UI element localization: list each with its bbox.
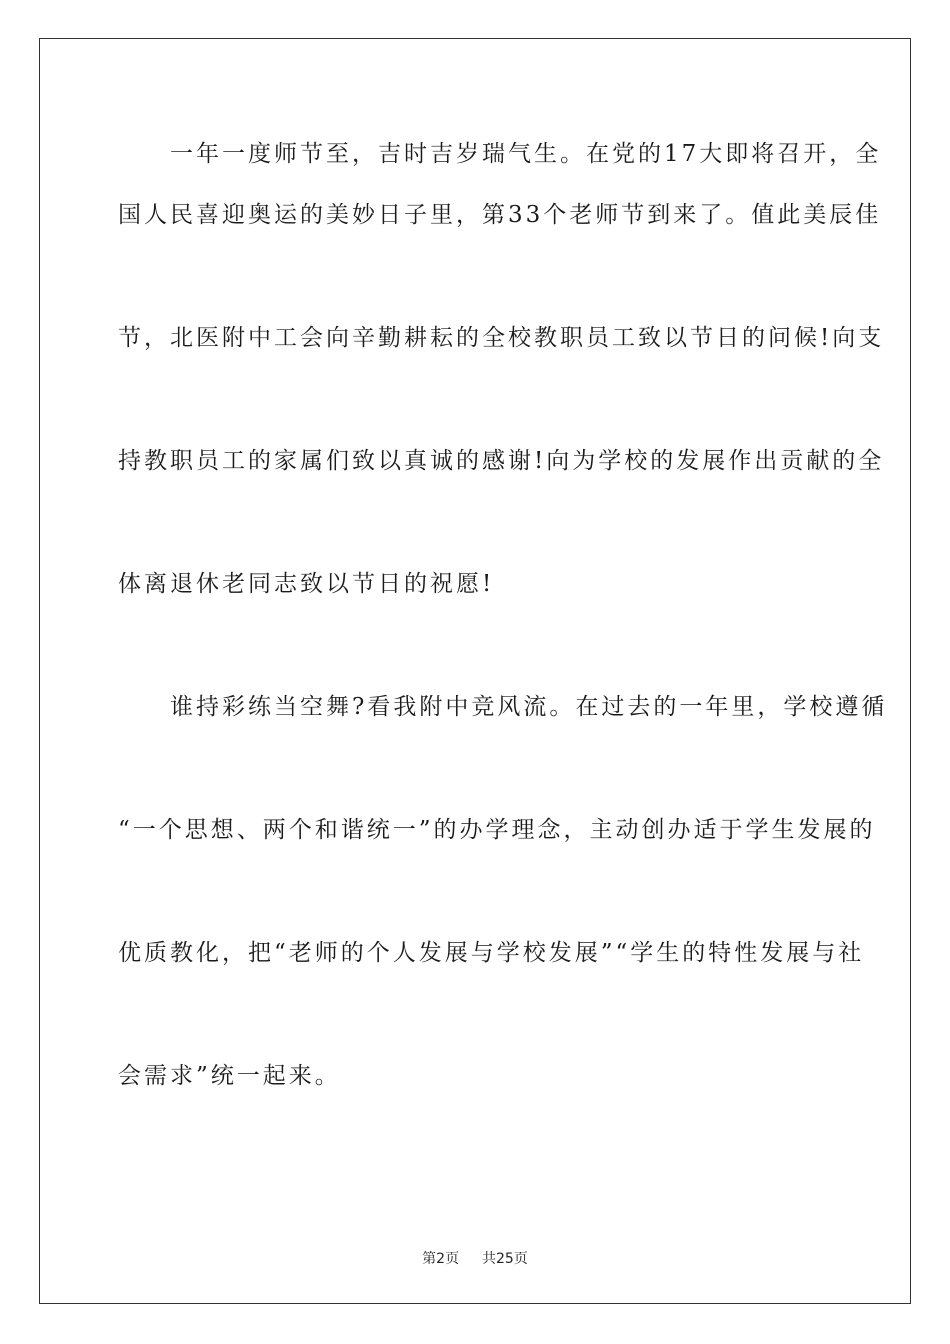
page-number: 第2页: [422, 1251, 460, 1267]
page-total: 共25页: [482, 1251, 528, 1267]
text-line: 会需求”统一起来。: [118, 1063, 341, 1089]
text-line: 国人民喜迎奥运的美妙日子里，第33个老师节到来了。值此美辰佳: [118, 202, 882, 228]
document-body: [118, 124, 888, 1168]
text-line: 优质教化，把“老师的个人发展与学校发展”“学生的特性发展与社: [118, 940, 865, 966]
text-line: 持教职员工的家属们致以真诚的感谢!向为学校的发展作出贡献的全: [118, 448, 885, 474]
text-line: 节，北医附中工会向辛勤耕耘的全校教职员工致以节日的问候!向支: [118, 325, 885, 351]
page-footer: [0, 1248, 950, 1268]
paragraph-1: [118, 124, 885, 676]
paragraph-2: [118, 676, 888, 1168]
text-line: 谁持彩练当空舞?看我附中竞风流。在过去的一年里，学校遵循: [118, 694, 888, 720]
text-line: 一年一度师节至，吉时吉岁瑞气生。在党的17大即将召开，全: [118, 141, 882, 167]
text-line: “一个思想、两个和谐统一”的办学理念，主动创办适于学生发展的: [118, 817, 876, 843]
text-line: 体离退休老同志致以节日的祝愿!: [118, 571, 495, 597]
